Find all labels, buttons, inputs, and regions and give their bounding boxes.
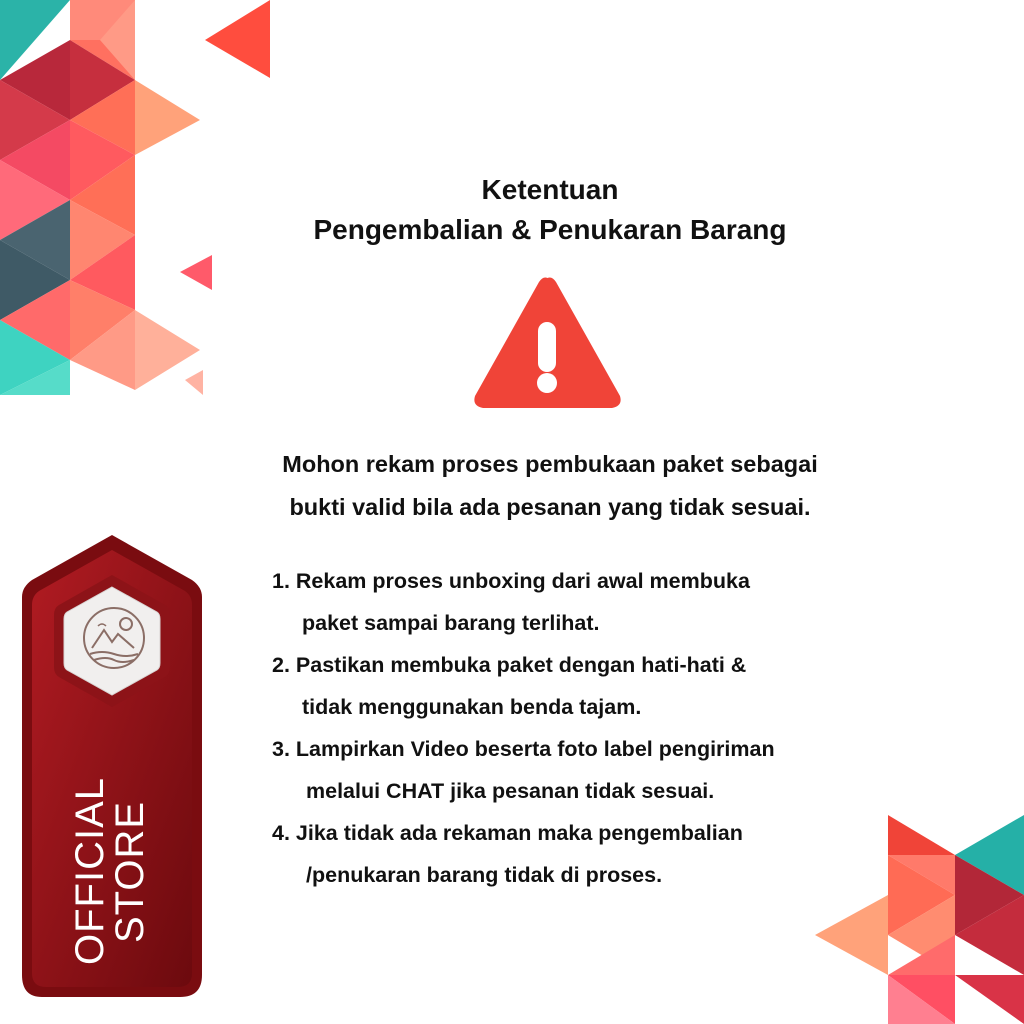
top-left-triangle-decoration xyxy=(0,0,280,400)
rule-item-4 xyxy=(272,812,872,896)
rule-2-line-2: tidak menggunakan benda tajam. xyxy=(302,695,642,719)
badge-official-label: OFFICIAL xyxy=(68,776,112,965)
rule-4-line-2: /penukaran barang tidak di proses. xyxy=(306,863,663,887)
rule-item-2 xyxy=(272,644,872,728)
badge-text xyxy=(28,765,188,975)
warning-triangle-icon xyxy=(470,272,625,412)
rule-item-3 xyxy=(272,728,872,812)
title-line-1: Ketentuan xyxy=(481,174,619,205)
badge-store-label: STORE xyxy=(108,800,152,943)
rules-list xyxy=(272,560,872,896)
mountain-sun-logo-icon xyxy=(78,602,150,674)
intro-line-1: Mohon rekam proses pembukaan paket sebagai xyxy=(282,451,818,477)
rule-4-line-1: 4. Jika tidak ada rekaman maka pengembalian xyxy=(272,821,743,845)
title-line-2: Pengembalian & Penukaran Barang xyxy=(313,214,787,245)
page-title xyxy=(250,170,850,250)
intro-text xyxy=(230,443,870,529)
intro-line-2: bukti valid bila ada pesanan yang tidak sesuai. xyxy=(289,494,811,520)
rule-2-line-1: 2. Pastikan membuka paket dengan hati-hati & xyxy=(272,653,747,677)
rule-1-line-2: paket sampai barang terlihat. xyxy=(302,611,600,635)
rule-item-1 xyxy=(272,560,872,644)
rule-3-line-2: melalui CHAT jika pesanan tidak sesuai. xyxy=(306,779,715,803)
rule-3-line-1: 3. Lampirkan Video beserta foto label pengiriman xyxy=(272,737,775,761)
rule-1-line-1: 1. Rekam proses unboxing dari awal membuka xyxy=(272,569,750,593)
